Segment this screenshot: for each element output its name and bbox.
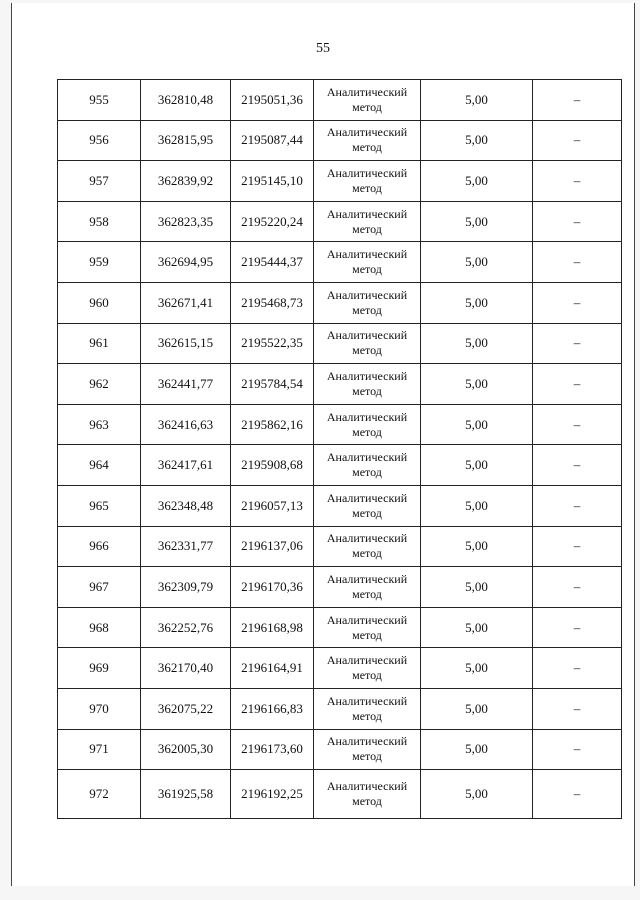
accuracy-cell: 5,00 <box>421 80 533 121</box>
y-coordinate-cell: 2195145,10 <box>231 161 314 202</box>
method-cell <box>314 648 421 689</box>
method-line-1: Аналитический <box>326 165 408 180</box>
accuracy-cell: 5,00 <box>421 607 533 648</box>
point-number-cell: 960 <box>58 282 141 323</box>
method-line-2: метод <box>352 140 382 155</box>
method-line-1: Аналитический <box>326 368 408 383</box>
method-line-1: Аналитический <box>326 571 408 586</box>
table-row <box>58 648 622 689</box>
method-line-2: метод <box>352 586 382 601</box>
y-coordinate-cell: 2195468,73 <box>231 282 314 323</box>
x-coordinate-cell: 362417,61 <box>141 445 231 486</box>
method-line-1: Аналитический <box>326 328 408 343</box>
table-row <box>58 282 622 323</box>
x-coordinate-cell: 361925,58 <box>141 770 231 819</box>
method-line-2: метод <box>352 424 382 439</box>
y-coordinate-cell: 2196192,25 <box>231 770 314 819</box>
dash-cell: – <box>533 80 622 121</box>
table-row <box>58 120 622 161</box>
method-line-2: метод <box>352 749 382 764</box>
y-coordinate-cell: 2196173,60 <box>231 729 314 770</box>
point-number-cell: 972 <box>58 770 141 819</box>
x-coordinate-cell: 362331,77 <box>141 526 231 567</box>
dash-cell: – <box>533 161 622 202</box>
x-coordinate-cell: 362615,15 <box>141 323 231 364</box>
dash-cell: – <box>533 242 622 283</box>
table-row <box>58 201 622 242</box>
method-line-1: Аналитический <box>326 125 408 140</box>
accuracy-cell: 5,00 <box>421 161 533 202</box>
method-line-2: метод <box>352 794 382 809</box>
point-number-cell: 956 <box>58 120 141 161</box>
method-cell <box>314 323 421 364</box>
table-row <box>58 364 622 405</box>
method-line-1: Аналитический <box>326 779 408 794</box>
y-coordinate-cell: 2196170,36 <box>231 567 314 608</box>
table-row <box>58 323 622 364</box>
method-cell <box>314 688 421 729</box>
accuracy-cell: 5,00 <box>421 567 533 608</box>
method-line-1: Аналитический <box>326 490 408 505</box>
dash-cell: – <box>533 688 622 729</box>
method-line-1: Аналитический <box>326 206 408 221</box>
table-row <box>58 567 622 608</box>
y-coordinate-cell: 2196137,06 <box>231 526 314 567</box>
y-coordinate-cell: 2195051,36 <box>231 80 314 121</box>
y-coordinate-cell: 2195908,68 <box>231 445 314 486</box>
method-line-1: Аналитический <box>326 450 408 465</box>
method-line-2: метод <box>352 180 382 195</box>
point-number-cell: 965 <box>58 485 141 526</box>
point-number-cell: 967 <box>58 567 141 608</box>
method-line-2: метод <box>352 546 382 561</box>
method-line-2: метод <box>352 708 382 723</box>
method-cell <box>314 445 421 486</box>
x-coordinate-cell: 362309,79 <box>141 567 231 608</box>
accuracy-cell: 5,00 <box>421 282 533 323</box>
document-page <box>11 3 635 886</box>
point-number-cell: 959 <box>58 242 141 283</box>
x-coordinate-cell: 362815,95 <box>141 120 231 161</box>
method-cell <box>314 201 421 242</box>
dash-cell: – <box>533 648 622 689</box>
method-line-1: Аналитический <box>326 84 408 99</box>
accuracy-cell: 5,00 <box>421 323 533 364</box>
accuracy-cell: 5,00 <box>421 729 533 770</box>
table-row <box>58 688 622 729</box>
table-row <box>58 729 622 770</box>
point-number-cell: 957 <box>58 161 141 202</box>
y-coordinate-cell: 2196057,13 <box>231 485 314 526</box>
method-line-2: метод <box>352 262 382 277</box>
table-row <box>58 607 622 648</box>
table-row <box>58 242 622 283</box>
y-coordinate-cell: 2195784,54 <box>231 364 314 405</box>
method-cell <box>314 729 421 770</box>
method-line-2: метод <box>352 383 382 398</box>
y-coordinate-cell: 2196164,91 <box>231 648 314 689</box>
accuracy-cell: 5,00 <box>421 445 533 486</box>
point-number-cell: 970 <box>58 688 141 729</box>
method-line-1: Аналитический <box>326 612 408 627</box>
dash-cell: – <box>533 364 622 405</box>
y-coordinate-cell: 2195522,35 <box>231 323 314 364</box>
y-coordinate-cell: 2195862,16 <box>231 404 314 445</box>
coordinates-table <box>57 79 622 819</box>
y-coordinate-cell: 2196168,98 <box>231 607 314 648</box>
dash-cell: – <box>533 404 622 445</box>
table-row <box>58 161 622 202</box>
y-coordinate-cell: 2195087,44 <box>231 120 314 161</box>
method-line-1: Аналитический <box>326 247 408 262</box>
method-cell <box>314 526 421 567</box>
method-cell <box>314 770 421 819</box>
method-line-2: метод <box>352 627 382 642</box>
x-coordinate-cell: 362823,35 <box>141 201 231 242</box>
method-cell <box>314 485 421 526</box>
method-line-2: метод <box>352 99 382 114</box>
method-line-1: Аналитический <box>326 734 408 749</box>
x-coordinate-cell: 362348,48 <box>141 485 231 526</box>
method-line-2: метод <box>352 505 382 520</box>
table-row <box>58 485 622 526</box>
point-number-cell: 963 <box>58 404 141 445</box>
method-line-1: Аналитический <box>326 287 408 302</box>
x-coordinate-cell: 362839,92 <box>141 161 231 202</box>
method-line-2: метод <box>352 302 382 317</box>
method-cell <box>314 567 421 608</box>
table-row <box>58 404 622 445</box>
point-number-cell: 969 <box>58 648 141 689</box>
x-coordinate-cell: 362671,41 <box>141 282 231 323</box>
table-body <box>58 80 622 819</box>
dash-cell: – <box>533 607 622 648</box>
x-coordinate-cell: 362810,48 <box>141 80 231 121</box>
table-row <box>58 526 622 567</box>
dash-cell: – <box>533 120 622 161</box>
method-cell <box>314 404 421 445</box>
dash-cell: – <box>533 567 622 608</box>
table-row <box>58 80 622 121</box>
point-number-cell: 971 <box>58 729 141 770</box>
point-number-cell: 961 <box>58 323 141 364</box>
point-number-cell: 958 <box>58 201 141 242</box>
page-number: 55 <box>316 41 330 56</box>
x-coordinate-cell: 362416,63 <box>141 404 231 445</box>
accuracy-cell: 5,00 <box>421 404 533 445</box>
x-coordinate-cell: 362170,40 <box>141 648 231 689</box>
point-number-cell: 962 <box>58 364 141 405</box>
method-cell <box>314 80 421 121</box>
method-cell <box>314 161 421 202</box>
dash-cell: – <box>533 770 622 819</box>
x-coordinate-cell: 362005,30 <box>141 729 231 770</box>
point-number-cell: 968 <box>58 607 141 648</box>
dash-cell: – <box>533 201 622 242</box>
accuracy-cell: 5,00 <box>421 364 533 405</box>
accuracy-cell: 5,00 <box>421 242 533 283</box>
method-line-2: метод <box>352 221 382 236</box>
point-number-cell: 955 <box>58 80 141 121</box>
accuracy-cell: 5,00 <box>421 648 533 689</box>
method-cell <box>314 242 421 283</box>
accuracy-cell: 5,00 <box>421 526 533 567</box>
method-cell <box>314 120 421 161</box>
x-coordinate-cell: 362441,77 <box>141 364 231 405</box>
method-line-2: метод <box>352 465 382 480</box>
method-line-1: Аналитический <box>326 531 408 546</box>
x-coordinate-cell: 362252,76 <box>141 607 231 648</box>
dash-cell: – <box>533 323 622 364</box>
dash-cell: – <box>533 729 622 770</box>
method-line-1: Аналитический <box>326 653 408 668</box>
method-line-2: метод <box>352 668 382 683</box>
accuracy-cell: 5,00 <box>421 485 533 526</box>
x-coordinate-cell: 362075,22 <box>141 688 231 729</box>
method-line-2: метод <box>352 343 382 358</box>
point-number-cell: 966 <box>58 526 141 567</box>
y-coordinate-cell: 2195444,37 <box>231 242 314 283</box>
method-cell <box>314 282 421 323</box>
method-line-1: Аналитический <box>326 693 408 708</box>
accuracy-cell: 5,00 <box>421 770 533 819</box>
dash-cell: – <box>533 282 622 323</box>
y-coordinate-cell: 2196166,83 <box>231 688 314 729</box>
point-number-cell: 964 <box>58 445 141 486</box>
method-line-1: Аналитический <box>326 409 408 424</box>
accuracy-cell: 5,00 <box>421 201 533 242</box>
method-cell <box>314 607 421 648</box>
method-cell <box>314 364 421 405</box>
table-row <box>58 445 622 486</box>
accuracy-cell: 5,00 <box>421 688 533 729</box>
dash-cell: – <box>533 445 622 486</box>
x-coordinate-cell: 362694,95 <box>141 242 231 283</box>
dash-cell: – <box>533 485 622 526</box>
dash-cell: – <box>533 526 622 567</box>
table-row <box>58 770 622 819</box>
accuracy-cell: 5,00 <box>421 120 533 161</box>
y-coordinate-cell: 2195220,24 <box>231 201 314 242</box>
